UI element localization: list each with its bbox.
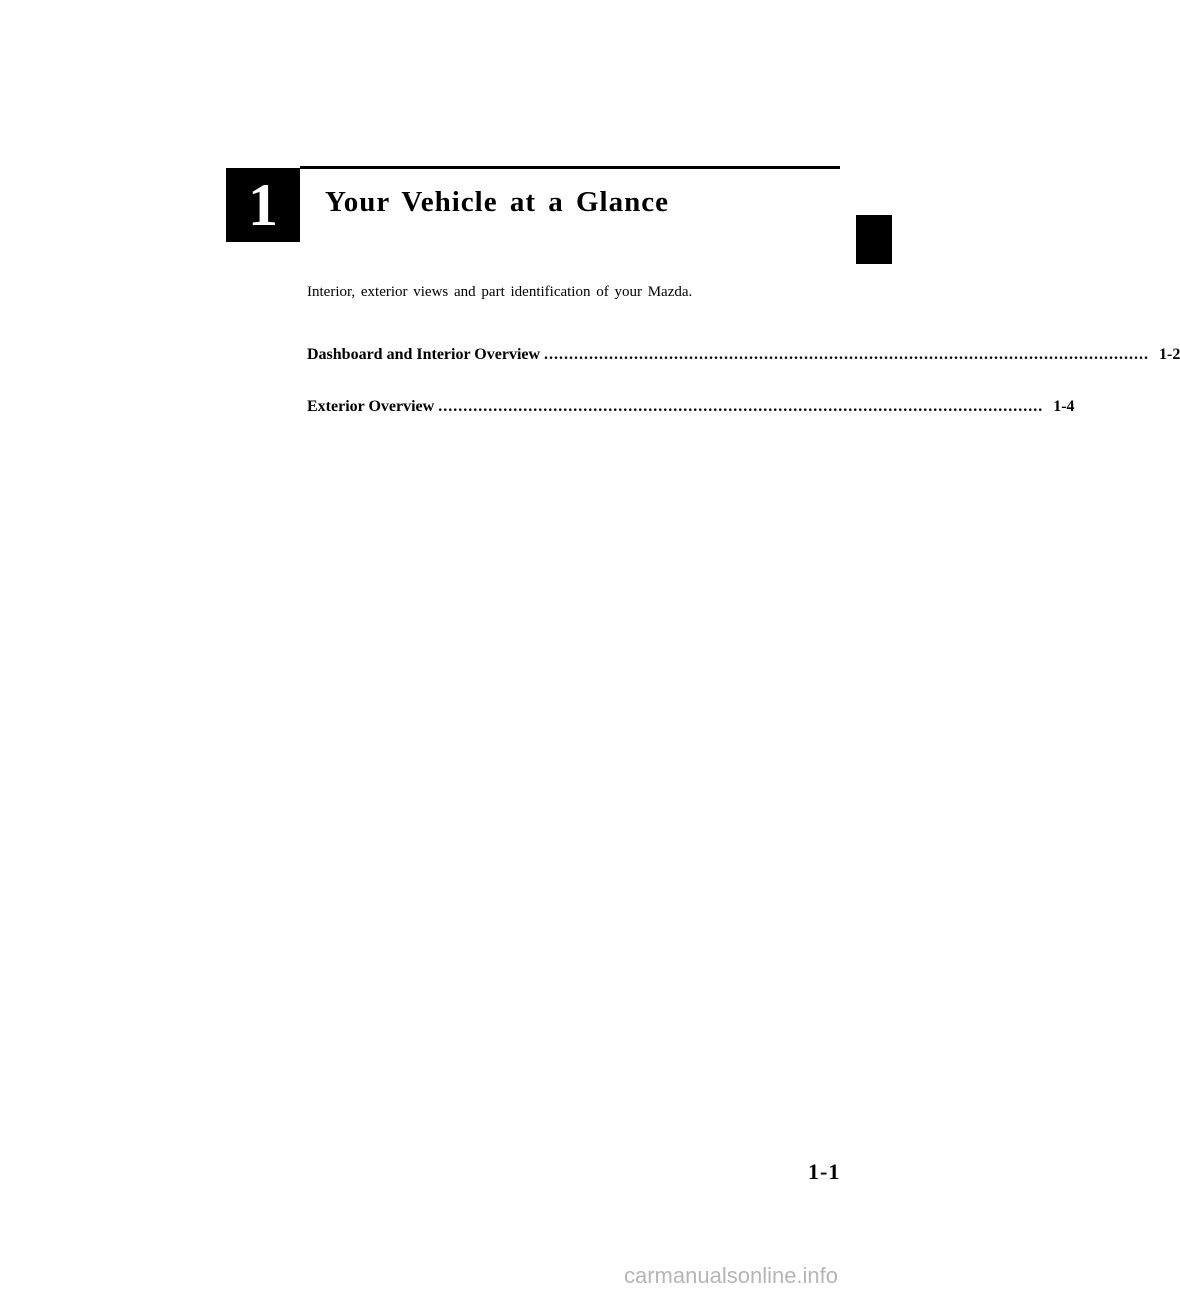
toc-entry-dashboard[interactable] [307, 346, 1180, 364]
toc-entry-label: Dashboard and Interior Overview [307, 346, 541, 363]
toc-leader-dots: ......................................................................................................................... [544, 346, 1150, 363]
toc-leader-dots: ......................................................................................................................... [438, 398, 1044, 415]
chapter-number: 1 [248, 172, 278, 238]
toc-entry-exterior[interactable] [307, 398, 1075, 416]
page-number: 1-1 [808, 1159, 841, 1184]
toc-entry-page: 1-4 [1053, 398, 1075, 415]
watermark: carmanualsonline.info [624, 1263, 839, 1288]
chapter-number-box [226, 168, 300, 242]
chapter-intro: Interior, exterior views and part identification of your Mazda. [307, 284, 693, 300]
chapter-title: Your Vehicle at a Glance [325, 186, 669, 218]
chapter-side-tab [856, 215, 892, 264]
toc-entry-page: 1-2 [1159, 346, 1180, 363]
toc-entry-label: Exterior Overview [307, 398, 435, 415]
header-rule [300, 166, 840, 169]
